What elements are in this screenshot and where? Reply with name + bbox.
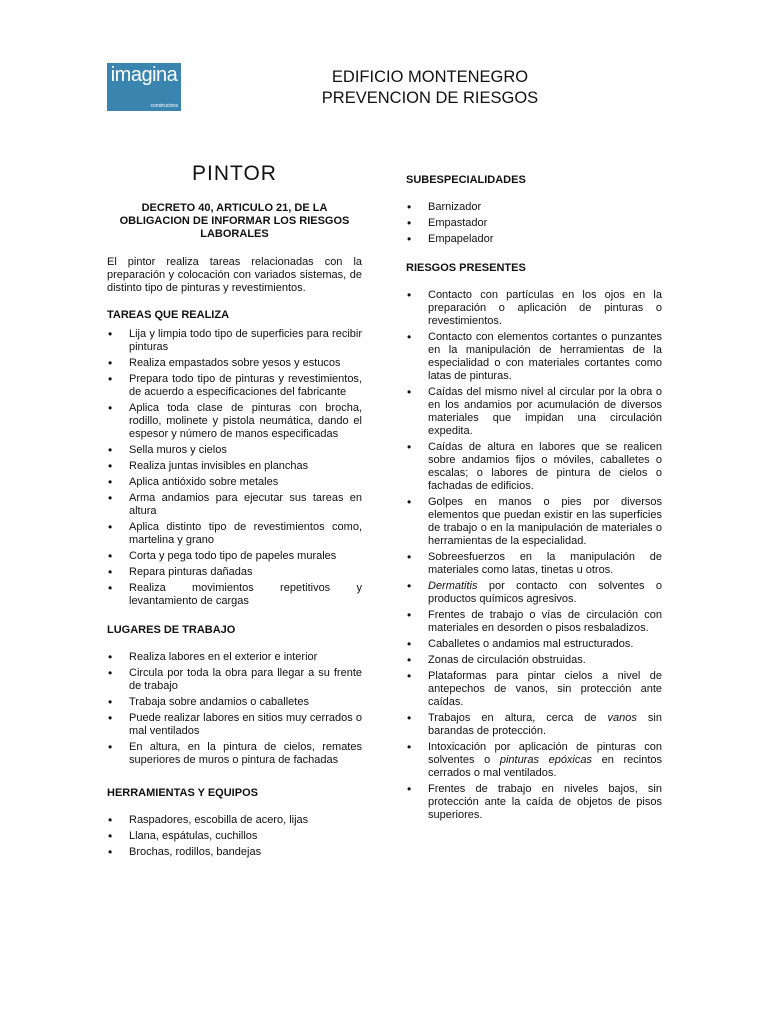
- subespecialidades-list: [406, 201, 662, 246]
- list-item: • Plataformas para pintar cielos a nivel de antepechos de vanos, sin protección ante caídas.: [406, 670, 662, 709]
- list-item: • Caídas de altura en labores que se realicen sobre andamios fijos o móviles, caballetes o escalas; o labores de pintura de cielos o fachadas de edificios.: [406, 441, 662, 493]
- list-item: • Zonas de circulación obstruidas.: [406, 654, 662, 667]
- list-item: • Golpes en manos o pies por diversos elementos que puedan existir en las superficies de trabajo o en la manipulación de materiales o herramientas de la especialidad.: [406, 496, 662, 548]
- logo-name: imagina: [110, 64, 178, 86]
- list-item: • Repara pinturas dañadas: [107, 566, 362, 579]
- list-item: • Aplica distinto tipo de revestimientos como, martelina y grano: [107, 521, 362, 547]
- list-item: • Empastador: [406, 217, 662, 230]
- list-item: • Realiza labores en el exterior e interior: [107, 651, 362, 664]
- decree-heading: DECRETO 40, ARTICULO 21, DE LA OBLIGACION DE INFORMAR LOS RIESGOS LABORALES: [119, 202, 350, 240]
- list-item: • Caballetes o andamios mal estructurados.: [406, 638, 662, 651]
- list-item: • Contacto con elementos cortantes o punzantes en la manipulación de herramientas de la especialidad o con materiales cortantes como latas de pinturas.: [406, 331, 662, 383]
- list-item-text: sin barandas de protección.: [428, 712, 662, 737]
- list-item: • Frentes de trabajo o vías de circulación con materiales en desorden o pisos resbaladizos.: [406, 609, 662, 635]
- header-line-2: PREVENCION DE RIESGOS: [321, 89, 539, 107]
- tareas-heading: TAREAS QUE REALIZA: [107, 309, 230, 321]
- list-item: • Frentes de trabajo en niveles bajos, sin protección ante la caída de objetos de pisos superiores.: [406, 783, 662, 822]
- list-item: • Puede realizar labores en sitios muy cerrados o mal ventilados: [107, 712, 362, 738]
- logo-subtitle: constructora: [150, 103, 178, 109]
- herramientas-heading: HERRAMIENTAS Y EQUIPOS: [107, 787, 258, 799]
- riesgos-heading: RIESGOS PRESENTES: [406, 262, 526, 274]
- list-item: • Caídas del mismo nivel al circular por la obra o en los andamios por acumulación de diversos materiales que impidan una circulación expedita.: [406, 386, 662, 438]
- list-item: • Circula por toda la obra para llegar a su frente de trabajo: [107, 667, 362, 693]
- list-item-text: en recintos cerrados o mal ventilados.: [428, 754, 662, 779]
- list-item-text: Intoxicación por aplicación de pinturas con solventes o: [428, 741, 662, 766]
- list-item: • Trabaja sobre andamios o caballetes: [107, 696, 362, 709]
- intro-paragraph: El pintor realiza tareas relacionadas con la preparación y colocación con variados sistemas, de distinto tipo de pinturas y revestimientos.: [107, 256, 362, 294]
- list-item: • Corta y pega todo tipo de papeles murales: [107, 550, 362, 563]
- list-item: • Realiza movimientos repetitivos y levantamiento de cargas: [107, 582, 362, 608]
- riesgos-list: [406, 289, 662, 822]
- list-item: • Realiza empastados sobre yesos y estucos: [107, 357, 362, 370]
- herramientas-list: [107, 814, 362, 859]
- italic-term: Dermatitis: [428, 580, 478, 592]
- document-header: [300, 67, 560, 109]
- lugares-heading: LUGARES DE TRABAJO: [107, 624, 236, 636]
- list-item: • Sobreesfuerzos en la manipulación de materiales como latas, tinetas u otros.: [406, 551, 662, 577]
- left-column: [107, 162, 362, 862]
- list-item: • Empapelador: [406, 233, 662, 246]
- list-item-text: por contacto con solventes o productos químicos agresivos.: [428, 580, 662, 605]
- list-item: • Arma andamios para ejecutar sus tareas en altura: [107, 492, 362, 518]
- role-title: PINTOR: [192, 162, 277, 185]
- list-item: [406, 741, 662, 780]
- list-item: • Lija y limpia todo tipo de superficies para recibir pinturas: [107, 328, 362, 354]
- list-item: • Aplica antióxido sobre metales: [107, 476, 362, 489]
- italic-term: pinturas epóxicas: [499, 754, 592, 766]
- italic-term: vanos: [607, 712, 637, 724]
- list-item: • Llana, espátulas, cuchillos: [107, 830, 362, 843]
- list-item: [406, 712, 662, 738]
- list-item: [406, 580, 662, 606]
- list-item: • En altura, en la pintura de cielos, remates superiores de muros o pintura de fachadas: [107, 741, 362, 767]
- lugares-list: [107, 651, 362, 767]
- header-line-1: EDIFICIO MONTENEGRO: [331, 68, 529, 86]
- list-item: • Realiza juntas invisibles en planchas: [107, 460, 362, 473]
- list-item-text: Trabajos en altura, cerca de: [428, 712, 608, 724]
- company-logo: [107, 63, 181, 111]
- list-item: • Aplica toda clase de pinturas con brocha, rodillo, molinete y pistola neumática, dando el espesor y número de manos especificadas: [107, 402, 362, 441]
- tareas-list: [107, 328, 362, 608]
- list-item: • Brochas, rodillos, bandejas: [107, 846, 362, 859]
- list-item: • Barnizador: [406, 201, 662, 214]
- list-item: • Raspadores, escobilla de acero, lijas: [107, 814, 362, 827]
- list-item: • Prepara todo tipo de pinturas y revestimientos, de acuerdo a especificaciones del fabricante: [107, 373, 362, 399]
- list-item: • Sella muros y cielos: [107, 444, 362, 457]
- list-item: • Contacto con partículas en los ojos en la preparación o aplicación de pinturas o revestimientos.: [406, 289, 662, 328]
- subespecialidades-heading: SUBESPECIALIDADES: [406, 174, 526, 186]
- right-column: [406, 174, 662, 825]
